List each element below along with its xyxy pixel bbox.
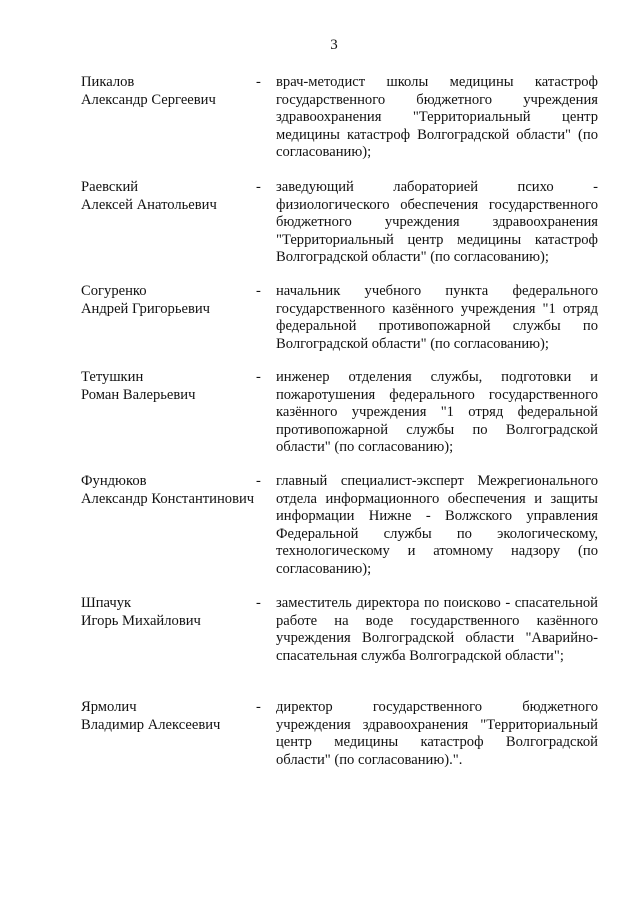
- surname: Шпачук: [81, 595, 132, 611]
- position-description: директор государственного бюджетного учреждения здравоохранения "Территориальный центр медицины катастроф Волгоградской области" (по согласованию).".: [276, 699, 598, 768]
- separator-dash: -: [256, 699, 261, 715]
- person-name: [81, 699, 261, 734]
- separator-dash: -: [256, 473, 261, 489]
- given-name: Владимир Алексеевич: [81, 716, 221, 733]
- given-name: Андрей Григорьевич: [81, 300, 211, 317]
- given-name: Алексей Анатольевич: [81, 196, 217, 213]
- position-description: заместитель директора по поисково - спасательной работе на воде государственного казённого учреждения Волгоградской области "Аварийно-спасательная служба Волгоградской области";: [276, 595, 598, 664]
- surname: Ярмолич: [81, 699, 137, 715]
- position-description: инженер отделения службы, подготовки и пожаротушения федерального государственного казённого учреждения "1 отряд федеральной противопожарной службы по Волгоградской области" (по согласованию);: [276, 369, 598, 456]
- surname: Пикалов: [81, 74, 135, 90]
- given-name: Александр Сергеевич: [81, 91, 216, 108]
- position-description: врач-методист школы медицины катастроф государственного бюджетного учреждения здравоохранения "Территориальный центр медицины катастроф Волгоградской области" (по согласованию);: [276, 74, 598, 161]
- separator-dash: -: [256, 369, 261, 385]
- given-name: Роман Валерьевич: [81, 386, 196, 403]
- person-name: [81, 283, 261, 318]
- separator-dash: -: [256, 595, 261, 611]
- person-name: [81, 179, 261, 214]
- given-name: Игорь Михайлович: [81, 612, 201, 629]
- position-description: главный специалист-эксперт Межрегионального отдела информационного обеспечения и защиты информации Нижне - Волжского управления Федеральной службы по экологическому, технологическому и атомному надзору (по согласованию);: [276, 473, 598, 577]
- person-name: [81, 473, 261, 508]
- given-name: Александр Константинович: [81, 490, 255, 507]
- separator-dash: -: [256, 283, 261, 299]
- page-number: 3: [330, 37, 338, 53]
- separator-dash: -: [256, 74, 261, 90]
- surname: Раевский: [81, 179, 139, 195]
- position-description: заведующий лабораторией психо - физиологического обеспечения государственного бюджетного учреждения здравоохранения "Территориальный центр медицины катастроф Волгоградской области" (по согласованию);: [276, 179, 598, 266]
- separator-dash: -: [256, 179, 261, 195]
- surname: Согуренко: [81, 283, 147, 299]
- person-name: [81, 595, 261, 630]
- surname: Фундюков: [81, 473, 147, 489]
- position-description: начальник учебного пункта федерального государственного казённого учреждения "1 отряд федеральной противопожарной службы по Волгоградской области" (по согласованию);: [276, 283, 598, 352]
- surname: Тетушкин: [81, 369, 144, 385]
- person-name: [81, 74, 261, 109]
- person-name: [81, 369, 261, 404]
